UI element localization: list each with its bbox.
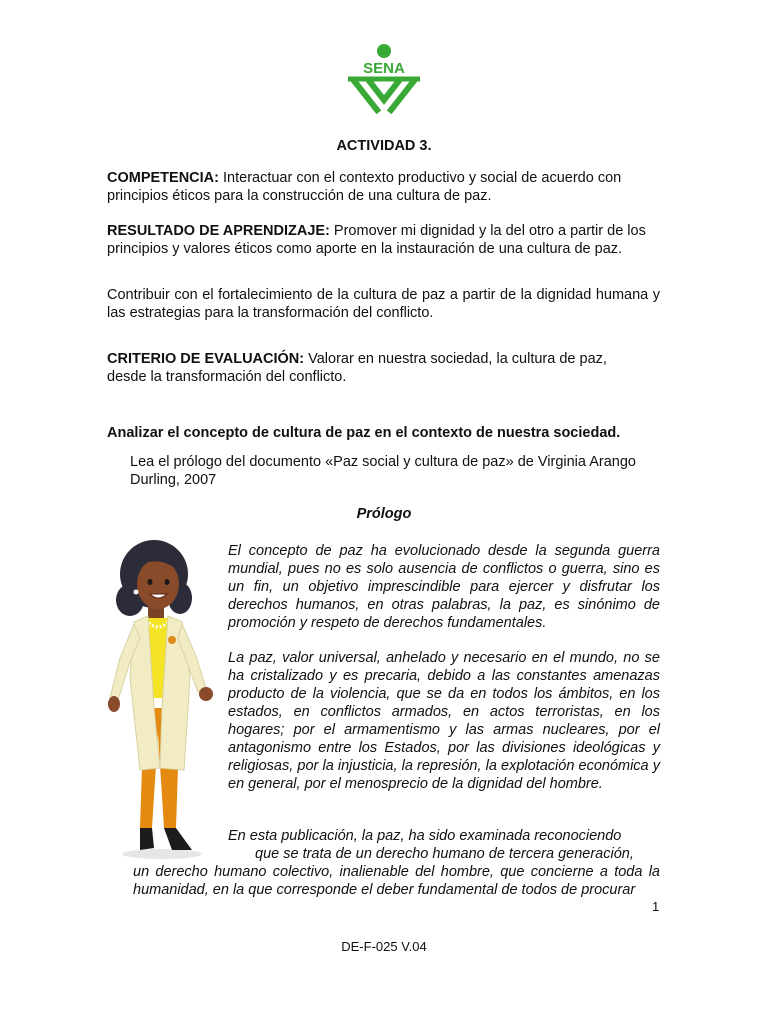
page-number: 1 [652,899,660,914]
prologo-paragraph-2: La paz, valor universal, anhelado y necesario en el mundo, no se ha cristalizado y es precaria, debido a las constantes amenazas producto de la violencia, que se da en todos los ámbitos, en los estados, en conflictos armados, en actos terroristas, en los hogares; por el armamentismo y las armas nucleares, por el antagonismo entre los Estados, por las divisiones ideológicas y religiosas, por la injusticia, la represión, la explotación económica y en general, por el menosprecio de la dignidad del hombre. [228,650,660,792]
criterio-text: Valorar en nuestra sociedad, la cultura de paz, desde la transformación del conflicto. [107,351,607,385]
prologo-paragraph-3-line-1: En esta publicación, la paz, ha sido examinada reconociendo [228,828,622,844]
prologo-paragraph-3-rest: un derecho humano colectivo, inalienable del hombre, que concierne a toda la humanidad, en la que corresponde el deber fundamental de todos de procurar [133,864,660,898]
prologo-title: Prólogo [356,506,412,522]
contribuir-text: Contribuir con el fortalecimiento de la cultura de paz a partir de la dignidad humana y las estrategias para la transformación del conflicto. [107,287,660,321]
resultado-label: RESULTADO DE APRENDIZAJE: [107,223,330,239]
prologo-paragraph-1: El concepto de paz ha evolucionado desde la segunda guerra mundial, pues no es solo ausencia de conflictos o guerra, sino es un fin, un objetivo imprescindible para ejercer y disfrutar los derechos humanos, en otras palabras, la paz, es sinónimo de promoción y respeto de derechos fundamentales. [228,543,660,631]
resultado-block [107,222,647,258]
criterio-block [107,350,637,386]
competencia-text: Interactuar con el contexto productivo y social de acuerdo con principios éticos para la construcción de una cultura de paz. [107,170,622,204]
competencia-label: COMPETENCIA: [107,170,219,186]
document-code: DE-F-025 V.04 [341,939,427,954]
lea-instruction: Lea el prólogo del documento «Paz social y cultura de paz» de Virginia Arango Durling, 2007 [130,454,636,488]
sena-logo [345,42,423,114]
woman-illustration [100,538,218,863]
resultado-text: Promover mi dignidad y la del otro a partir de los principios y valores éticos como aporte en la instauración de una cultura de paz. [107,223,646,257]
page-title: ACTIVIDAD 3. [336,138,432,154]
competencia-block [107,169,642,205]
prologo-paragraph-3-line-2: que se trata de un derecho humano de tercera generación, [255,846,634,862]
section-heading: Analizar el concepto de cultura de paz en el contexto de nuestra sociedad. [107,425,621,441]
sena-logo-text: SENA [363,60,405,77]
criterio-label: CRITERIO DE EVALUACIÓN: [107,351,305,367]
